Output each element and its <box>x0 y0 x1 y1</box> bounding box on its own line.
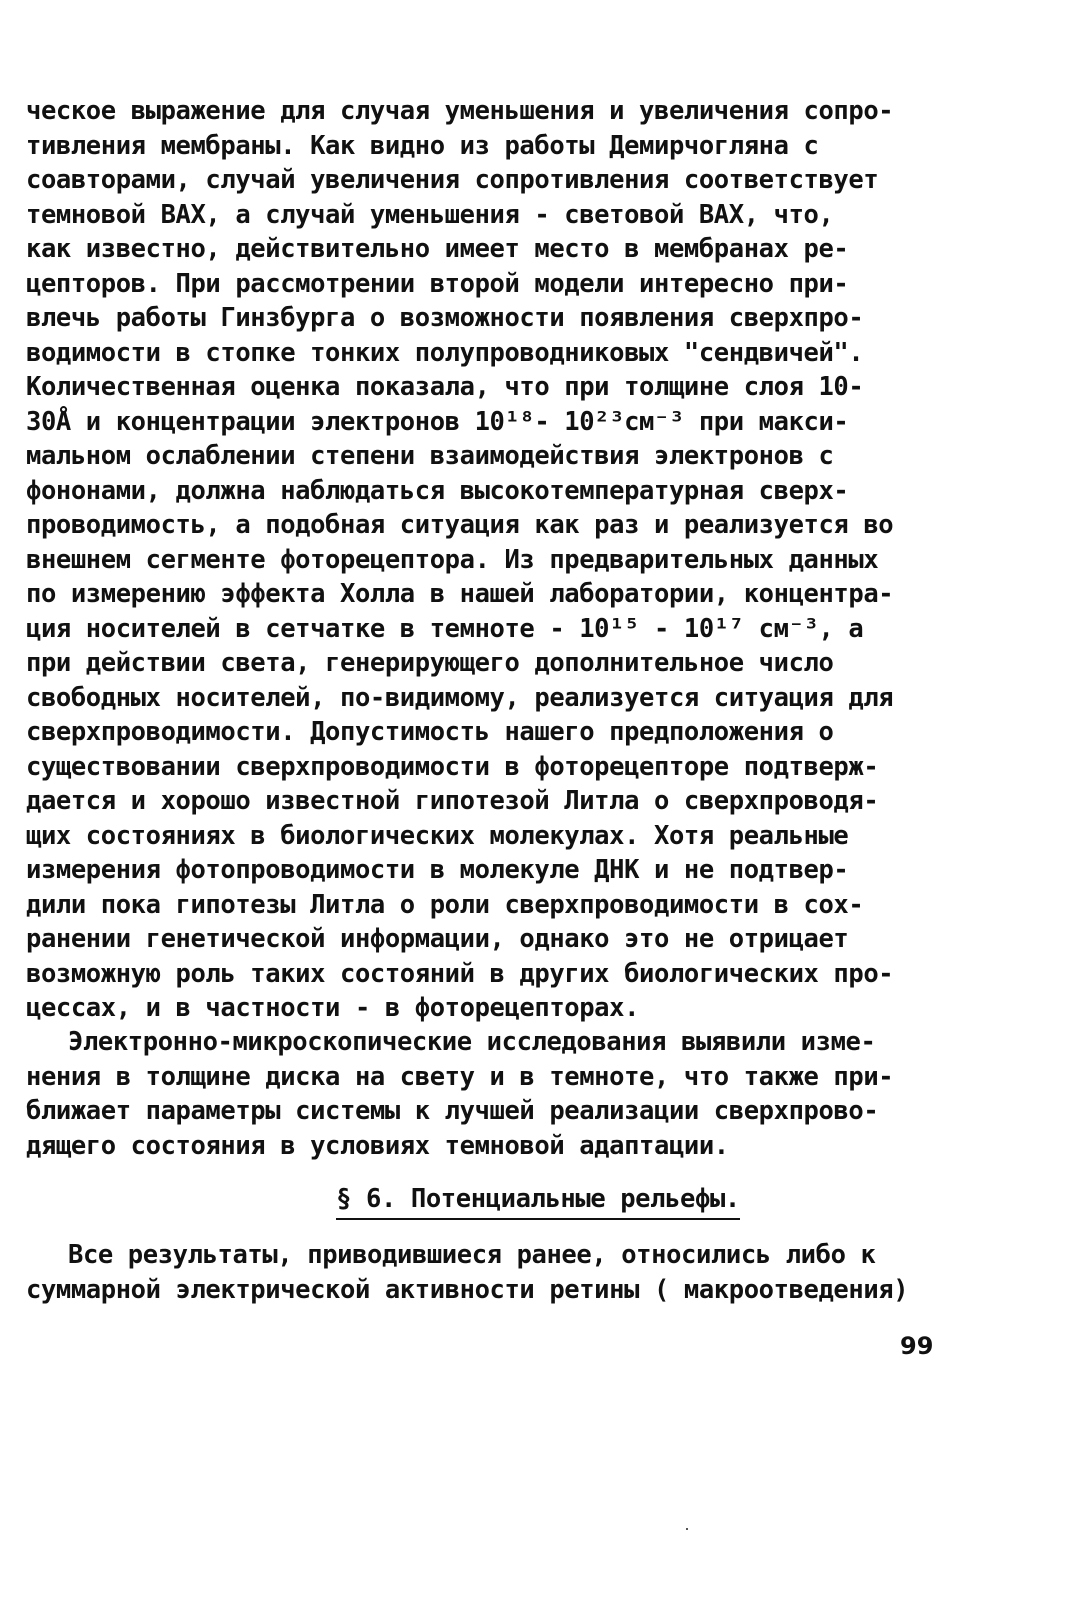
text-line: ческое выражение для случая уменьшения и увеличения сопро- <box>26 96 894 126</box>
text-line: сверхпроводимости. Допустимость нашего предположения о <box>26 717 834 747</box>
section-heading <box>0 1182 1076 1220</box>
text-line: фононами, должна наблюдаться высокотемпературная сверх- <box>26 475 849 506</box>
text-line: соавторами, случай увеличения сопротивления соответствует <box>26 165 879 195</box>
text-line: существовании сверхпроводимости в фоторецепторе подтверж- <box>26 751 879 782</box>
text-line: как известно, действительно имеет место в мембранах ре- <box>26 234 849 264</box>
text-line: проводимость, а подобная ситуация как раз и реализуется во <box>26 510 894 540</box>
text-line: свободных носителей, по-видимому, реализуется ситуация для <box>26 682 894 713</box>
page-number: 99 <box>900 1332 934 1360</box>
text-line: ранении генетической информации, однако это не отрицает <box>26 924 849 954</box>
text-line: при действии света, генерирующего дополнительное число <box>26 648 834 678</box>
text-line: ция носителей в сетчатке в темноте - 10¹⁵ - 10¹⁷ см⁻³, а <box>26 613 864 644</box>
text-line: мальном ослаблении степени взаимодействия электронов с <box>26 441 834 471</box>
text-line: тивления мембраны. Как видно из работы Демирчогляна с <box>26 130 819 161</box>
paragraph-3 <box>26 1238 986 1307</box>
text-line: по измерению эффекта Холла в нашей лаборатории, концентра- <box>26 579 894 609</box>
text-line: темновой ВАХ, а случай уменьшения - световой ВАХ, что, <box>26 199 834 230</box>
text-line: Электронно-микроскопические исследования выявили изме- <box>68 1027 876 1057</box>
text-line: цепторов. При рассмотрении второй модели интересно при- <box>26 268 849 299</box>
text-line: водимости в стопке тонких полупроводниковых "сендвичей". <box>26 337 864 368</box>
text-line: внешнем сегменте фоторецептора. Из предварительных данных <box>26 544 879 575</box>
text-line: цессах, и в частности - в фоторецепторах. <box>26 993 640 1023</box>
scan-speck <box>686 1528 688 1530</box>
text-line: суммарной электрической активности ретины ( макроотведения) <box>26 1274 909 1305</box>
paragraph-2 <box>26 1025 986 1163</box>
text-line: 30Å и концентрации электронов 10¹⁸- 10²³см⁻³ при макси- <box>26 406 849 437</box>
section-heading-text: § 6. Потенциальные рельефы. <box>336 1182 740 1220</box>
text-line: щих состояниях в биологических молекулах. Хотя реальные <box>26 820 849 851</box>
text-line: нения в толщине диска на свету и в темноте, что также при- <box>26 1061 894 1092</box>
text-line: измерения фотопроводимости в молекуле ДНК и не подтвер- <box>26 855 849 885</box>
paragraph-1 <box>26 94 986 1026</box>
text-line: дили пока гипотезы Литла о роли сверхпроводимости в сох- <box>26 889 864 920</box>
text-line: возможную роль таких состояний в других биологических про- <box>26 958 894 989</box>
text-line: влечь работы Гинзбурга о возможности появления сверхпро- <box>26 303 864 333</box>
text-line: Все результаты, приводившиеся ранее, относились либо к <box>68 1240 876 1270</box>
text-line: дящего состояния в условиях темновой адаптации. <box>26 1130 729 1161</box>
text-line: дается и хорошо известной гипотезой Литла о сверхпроводя- <box>26 786 879 816</box>
text-line: Количественная оценка показала, что при толщине слоя 10- <box>26 372 864 402</box>
text-line: ближает параметры системы к лучшей реализации сверхпрово- <box>26 1096 879 1126</box>
